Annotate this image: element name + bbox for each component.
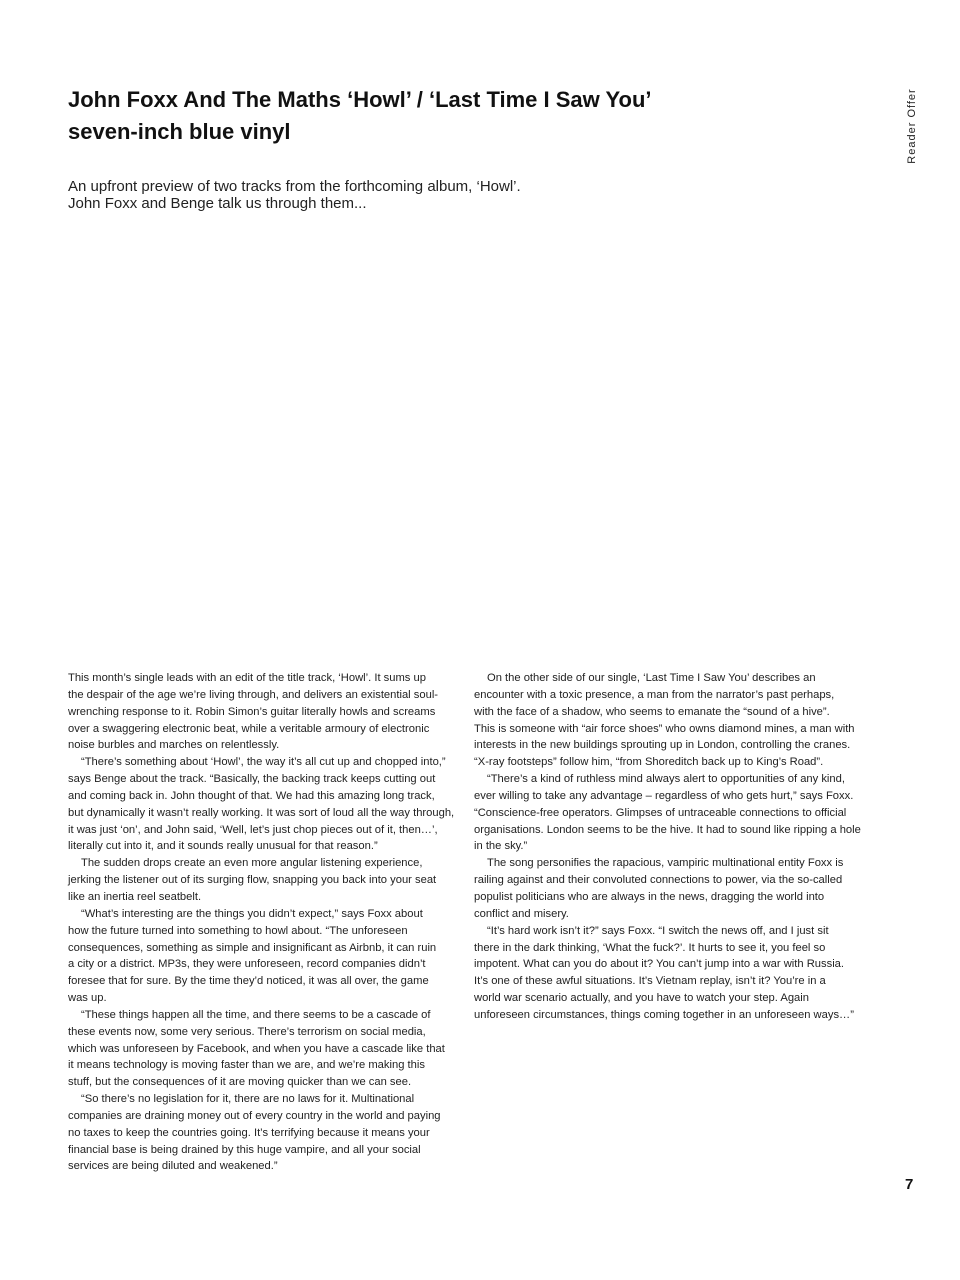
section-label: Reader Offer — [906, 88, 918, 164]
body-text-line: says Benge about the track. “Basically, the backing track keeps cutting out — [68, 773, 436, 786]
body-text-line: The song personifies the rapacious, vampiric multinational entity Foxx is — [487, 857, 844, 870]
body-text-line: literally cut into it, and it sounds really unusual for that reason.” — [68, 840, 378, 853]
body-text-line: which was unforeseen by Facebook, and when you have a cascade like that — [68, 1042, 445, 1055]
body-text-line: financial base is being drained by this huge vampire, and all your social — [68, 1143, 421, 1156]
body-text-line: populist politicians who are always in the news, dragging the world into — [474, 890, 825, 903]
body-column-left — [68, 670, 468, 1175]
body-text-line: This is someone with “air force shoes” who owns diamond mines, a man with — [474, 722, 855, 735]
body-text-line: consequences, something as simple and insignificant as Airbnb, it can ruin — [68, 941, 437, 954]
body-text-line: like an inertia reel seatbelt. — [68, 890, 202, 903]
body-text-line: no taxes to keep the countries going. It’s terrifying because it means your — [68, 1126, 430, 1139]
body-text-line: railing against and their convoluted connections to power, via the so-called — [474, 874, 843, 887]
body-text-line: foresee that for sure. By the time they’d noticed, it was all over, the game — [68, 975, 429, 988]
body-text-line: unforeseen circumstances, things coming together in an unforeseen ways…” — [474, 1008, 854, 1021]
body-text-line: This month’s single leads with an edit of the title track, ‘Howl’. It sums up — [68, 672, 426, 684]
body-text-line: in the sky.” — [474, 840, 528, 853]
body-text-line: services are being diluted and weakened.” — [68, 1160, 278, 1173]
body-text-line: stuff, but the consequences of it are moving quicker than we can see. — [68, 1076, 412, 1089]
body-text-line: ever willing to take any advantage – regardless of who gets hurt,” says Foxx. — [474, 789, 854, 802]
body-text-line: was up. — [68, 992, 107, 1005]
body-text-line: organisations. London seems to be the hive. It had to sound like ripping a hole — [474, 823, 861, 836]
body-text-line: conflict and misery. — [474, 907, 569, 920]
body-text-line: “There’s a kind of ruthless mind always alert to opportunities of any kind, — [487, 773, 845, 786]
body-column-right — [474, 670, 874, 1024]
body-text-line: but dynamically it wasn’t really working. It was sort of loud all the way through, — [68, 806, 455, 819]
standfirst — [68, 178, 768, 212]
body-text-line: a city or a district. MP3s, they were unforeseen, record companies didn’t — [68, 958, 426, 971]
body-text-line: how the future turned into something to howl about. “The unforeseen — [68, 924, 408, 937]
body-text-line: encounter with a toxic presence, a man from the narrator’s past perhaps, — [474, 688, 835, 701]
body-text-line: over a swaggering electronic beat, while a veritable armoury of electronic — [68, 722, 430, 735]
body-text-line: there in the dark thinking, ‘What the fuck?’. It hurts to see it, you feel so — [474, 941, 826, 954]
body-text-line: and coming back in. John thought of that. We had this amazing long track, — [68, 789, 435, 802]
body-text-line: world war scenario actually, and you have to watch your step. Again — [474, 992, 809, 1005]
body-text-line: “What’s interesting are the things you didn’t expect,” says Foxx about — [81, 907, 423, 920]
body-text-line: interests in the new buildings sprouting up in London, controlling the cranes. — [474, 739, 851, 752]
page-number: 7 — [905, 1176, 914, 1193]
article-title — [68, 84, 828, 148]
body-text-line: impotent. What can you do about it? You can’t jump into a war with Russia. — [474, 958, 845, 971]
article-title-line: John Foxx And The Maths ‘Howl’ / ‘Last Time I Saw You’ — [68, 87, 652, 112]
body-text-line: wrenching response to it. Robin Simon’s guitar literally howls and screams — [68, 705, 436, 718]
body-text-line: The sudden drops create an even more angular listening experience, — [81, 857, 423, 870]
body-text-line: “These things happen all the time, and there seems to be a cascade of — [81, 1008, 431, 1021]
body-text-line: with the face of a shadow, who seems to emanate the “sound of a hive”. — [474, 705, 830, 718]
body-text-line: these events now, some very serious. There’s terrorism on social media, — [68, 1025, 426, 1038]
standfirst-line: John Foxx and Benge talk us through them... — [68, 195, 367, 212]
body-text-line: “There’s something about ‘Howl’, the way it’s all cut up and chopped into,” — [81, 756, 446, 769]
body-text-line: On the other side of our single, ‘Last Time I Saw You’ describes an — [487, 672, 816, 684]
body-text-line: noise burbles and marches on relentlessly. — [68, 739, 280, 752]
body-text-line: “Conscience-free operators. Glimpses of untraceable connections to official — [474, 806, 847, 819]
body-text-line: the despair of the age we’re living through, and delivers an existential soul- — [68, 688, 439, 701]
standfirst-line: An upfront preview of two tracks from the forthcoming album, ‘Howl’. — [68, 178, 521, 195]
body-text-line: “It’s hard work isn’t it?” says Foxx. “I switch the news off, and I just sit — [487, 924, 829, 937]
body-text-line: jerking the listener out of its surging flow, snapping you back into your seat — [68, 874, 437, 887]
body-text-line: it means technology is moving faster than we are, and we’re making this — [68, 1059, 425, 1072]
body-text-line: It’s one of these awful situations. It’s Vietnam replay, isn’t it? You’re in a — [474, 975, 826, 988]
body-text-line: “X-ray footsteps” follow him, “from Shoreditch back up to King’s Road”. — [474, 756, 824, 769]
body-text-line: it was just ‘on’, and John said, ‘Well, let’s just chop pieces out of it, then…’, — [68, 823, 438, 836]
body-text-line: companies are draining money out of every country in the world and paying — [68, 1109, 441, 1122]
body-text-line: “So there’s no legislation for it, there are no laws for it. Multinational — [81, 1093, 415, 1106]
article-title-line: seven-inch blue vinyl — [68, 119, 291, 144]
